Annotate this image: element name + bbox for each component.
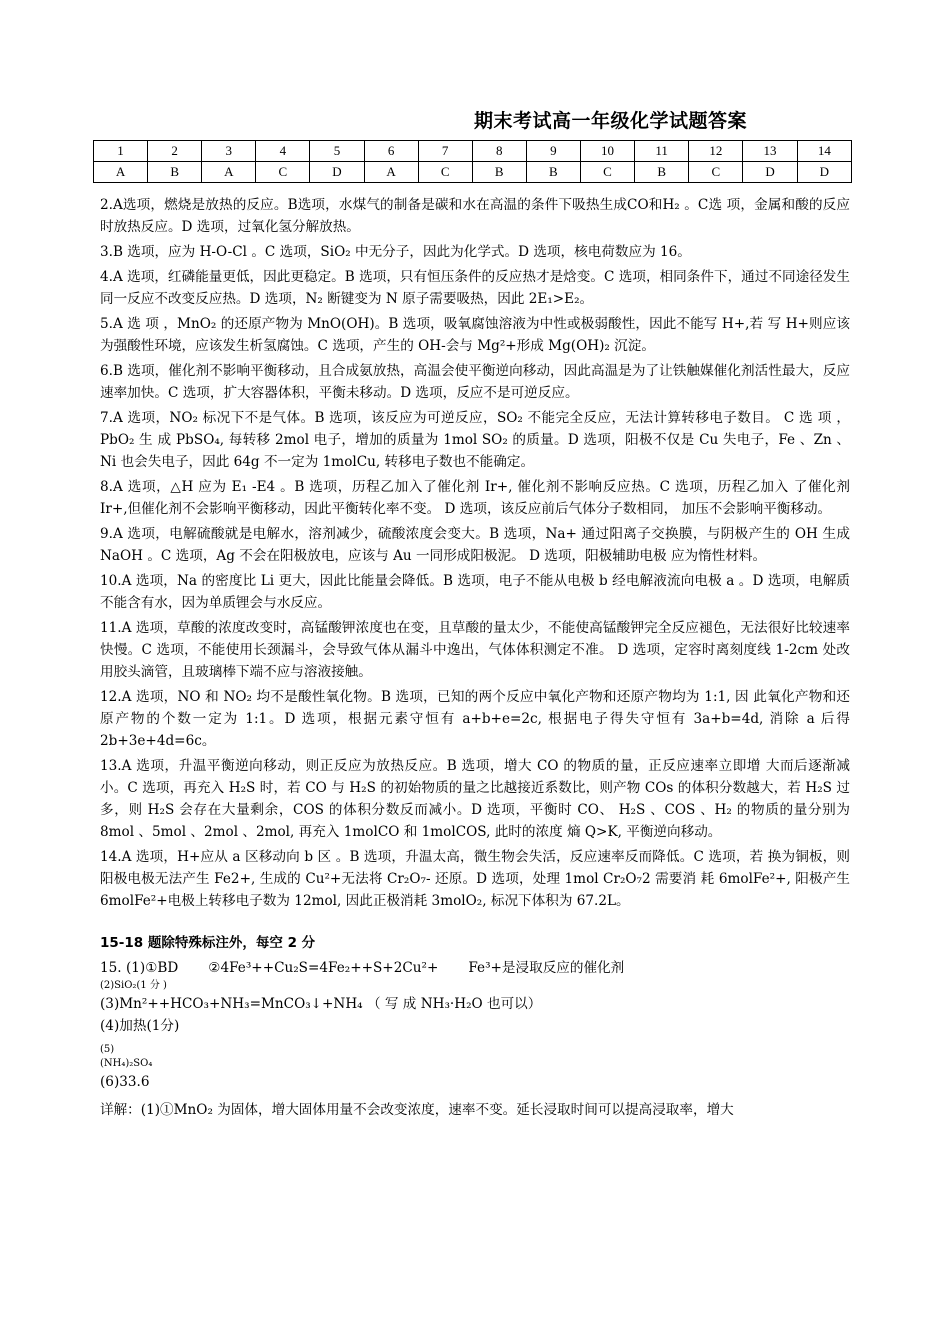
table-cell: D <box>797 162 851 183</box>
explanation-paragraph: 8.A 选项，△H 应为 E₁ -E4 。B 选项，历程乙加入了催化剂 Ir+, 催化剂不影响反应热。C 选项，历程乙加入 了催化剂 Ir+,但催化剂不会影响平衡移动，因此平衡转化率不变。 D 选项，该反应前后气体分子数相同， 加压不会影响平衡移动。 <box>100 479 850 517</box>
table-cell: 7 <box>418 141 472 162</box>
explanation-paragraph: 14.A 选项，H+应从 a 区移动向 b 区 。B 选项，升温太高，微生物会失活，反应速率反而降低。C 选项，若 换为铜板，则阳极电极无法产生 Fe2+, 生成的 Cu²+无法将 Cr₂O₇- 还原。D 选项，处理 1mol Cr₂O₇2 需要消 耗 6molFe²+, 阳极产生 6molFe²+电极上转移电子数为 12mol, 因此正极消耗 3molO₂, 标况下体积为 67.2L。 <box>100 849 850 909</box>
explanation-paragraph: 6.B 选项，催化剂不影响平衡移动，且合成氨放热，高温会使平衡逆向移动，因此高温是为了让铁触媒催化剂活性最大，反应速率加快。C 选项，扩大容器体积，平衡未移动。D 选项，反应不是可逆反应。 <box>100 363 850 401</box>
table-cell: 12 <box>689 141 743 162</box>
explanation-paragraph: 10.A 选项，Na 的密度比 Li 更大，因此比能量会降低。B 选项，电子不能从电极 b 经电解液流向电极 a 。D 选项，电解质不能含有水，因为单质锂会与水反应。 <box>100 573 850 611</box>
q15-detail: 详解：(1)①MnO₂ 为固体，增大固体用量不会改变浓度，速率不变。延长浸取时间可以提高浸取率，增大 <box>100 1102 734 1118</box>
explanation-paragraph: 5.A 选 项 ，MnO₂ 的还原产物为 MnO(OH)。B 选项，吸氧腐蚀溶液为中性或极弱酸性，因此不能写 H+,若 写 H+则应该为强酸性环境，应该发生析氢腐蚀。C 选项，产生的 OH-会与 Mg²+形成 Mg(OH)₂ 沉淀。 <box>100 316 850 354</box>
table-cell: 3 <box>202 141 256 162</box>
table-cell: A <box>202 162 256 183</box>
explanation-paragraph: 4.A 选项，红磷能量更低，因此更稳定。B 选项，只有恒压条件的反应热才是焓变。C 选项，相同条件下，通过不同途径发生同一反应不改变反应热。D 选项，N₂ 断键变为 N 原子需要吸热，因此 2E₁>E₂。 <box>100 269 850 307</box>
q15-answer-line-4: (4)加热(1分) <box>100 1018 180 1034</box>
table-cell: D <box>743 162 797 183</box>
answer-row <box>94 162 852 183</box>
table-cell: D <box>310 162 364 183</box>
q15-answer-line-5b: (NH₄)₂SO₄ <box>100 1058 153 1069</box>
q15-part1-c: Fe³+是浸取反应的催化剂 <box>468 960 625 976</box>
table-cell: 2 <box>148 141 202 162</box>
q15-answer-line-5a: (5) <box>100 1044 115 1055</box>
table-cell: C <box>689 162 743 183</box>
table-cell: C <box>256 162 310 183</box>
section-heading: 15-18 题除特殊标注外，每空 2 分 <box>100 935 316 951</box>
q15-answer-line-3: (3)Mn²++HCO₃+NH₃=MnCO₃↓+NH₄ （ 写 成 NH₃·H₂O 也可以） <box>100 996 542 1012</box>
table-cell: C <box>418 162 472 183</box>
table-cell: C <box>580 162 634 183</box>
table-cell: A <box>94 162 148 183</box>
explanation-paragraph: 12.A 选项，NO 和 NO₂ 均不是酸性氧化物。B 选项，已知的两个反应中氧化产物和还原产物均为 1:1, 因 此氧化产物和还原产物的个数一定为 1:1。D 选项，根据元素守恒有 a+b+e=2c, 根据电子得失守恒有 3a+b=4d, 消除 a 后得 2b+3e+4d=6c。 <box>100 689 850 749</box>
explanation-paragraph: 2.A选项，燃烧是放热的反应。B选项，水煤气的制备是碳和水在高温的条件下吸热生成CO和H₂ 。C选 项，金属和酸的反应时放热反应。D 选项，过氧化氢分解放热。 <box>100 197 850 235</box>
table-cell: 9 <box>526 141 580 162</box>
explanation-paragraph: 7.A 选项，NO₂ 标况下不是气体。B 选项，该反应为可逆反应，SO₂ 不能完全反应，无法计算转移电子数目。 C 选 项 ，PbO₂ 生 成 PbSO₄, 每转移 2mol 电子，增加的质量为 1mol SO₂ 的质量。D 选项，阳极不仅是 Cu 失电子，Fe 、Zn 、Ni 也会失电子，因此 64g 不一定为 1molCu, 转移电子数也不能确定。 <box>100 410 850 470</box>
table-cell: A <box>364 162 418 183</box>
answer-table <box>93 140 852 183</box>
table-cell: B <box>148 162 202 183</box>
q15-answer-line-1 <box>100 957 850 979</box>
table-cell: 1 <box>94 141 148 162</box>
q15-answer-line-6: (6)33.6 <box>100 1074 150 1090</box>
q15-part1-b: ②4Fe³++Cu₂S=4Fe₂++S+2Cu²+ <box>208 960 439 976</box>
table-cell: B <box>526 162 580 183</box>
explanations-body <box>100 194 850 1121</box>
table-cell: 8 <box>472 141 526 162</box>
q15-part1-a: 15. (1)①BD <box>100 960 179 976</box>
table-cell: B <box>635 162 689 183</box>
page-title: 期末考试高一年级化学试题答案 <box>474 110 748 132</box>
explanation-paragraph: 13.A 选项，升温平衡逆向移动，则正反应为放热反应。B 选项，增大 CO 的物质的量，正反应速率立即增 大而后逐渐减小。C 选项，再充入 H₂S 时，若 CO 与 H₂S 的初始物质的量之比越接近系数比，则产物 COs 的体积分数越大，若 H₂S 过多，则 H₂S 会存在大量剩余，COS 的体积分数反而减小。D 选项，平衡时 CO、 H₂S 、COS 、H₂ 的物质的量分别为 8mol 、5mol 、2mol 、2mol, 再充入 1molCO 和 1molCOS, 此时的浓度 熵 Q>K, 平衡逆向移动。 <box>100 758 850 840</box>
table-cell: 4 <box>256 141 310 162</box>
table-cell: 5 <box>310 141 364 162</box>
q15-answer-line-2: (2)SiO₂(1 分 ) <box>100 980 167 991</box>
table-cell: B <box>472 162 526 183</box>
table-cell: 6 <box>364 141 418 162</box>
explanation-paragraph: 9.A 选项，电解硫酸就是电解水，溶剂减少，硫酸浓度会变大。B 选项，Na+ 通过阳离子交换膜，与阴极产生的 OH 生成 NaOH 。C 选项，Ag 不会在阳极放电，应该与 Au 一同形成阳极泥。 D 选项，阳极辅助电极 应为惰性材料。 <box>100 526 850 564</box>
question-number-row <box>94 141 852 162</box>
explanation-paragraph: 3.B 选项，应为 H-O-Cl 。C 选项，SiO₂ 中无分子，因此为化学式。D 选项，核电荷数应为 16。 <box>100 244 691 260</box>
explanation-paragraph: 11.A 选项，草酸的浓度改变时，高锰酸钾浓度也在变，且草酸的量太少，不能使高锰酸钾完全反应褪色，无法很好比较速率快慢。C 选项，不能使用长颈漏斗，会导致气体从漏斗中逸出，气体体积测定不准。 D 选项，定容时离刻度线 1-2cm 处改用胶头滴管，且玻璃棒下端不应与溶液接触。 <box>100 620 850 680</box>
table-cell: 13 <box>743 141 797 162</box>
table-cell: 14 <box>797 141 851 162</box>
table-cell: 11 <box>635 141 689 162</box>
table-cell: 10 <box>580 141 634 162</box>
